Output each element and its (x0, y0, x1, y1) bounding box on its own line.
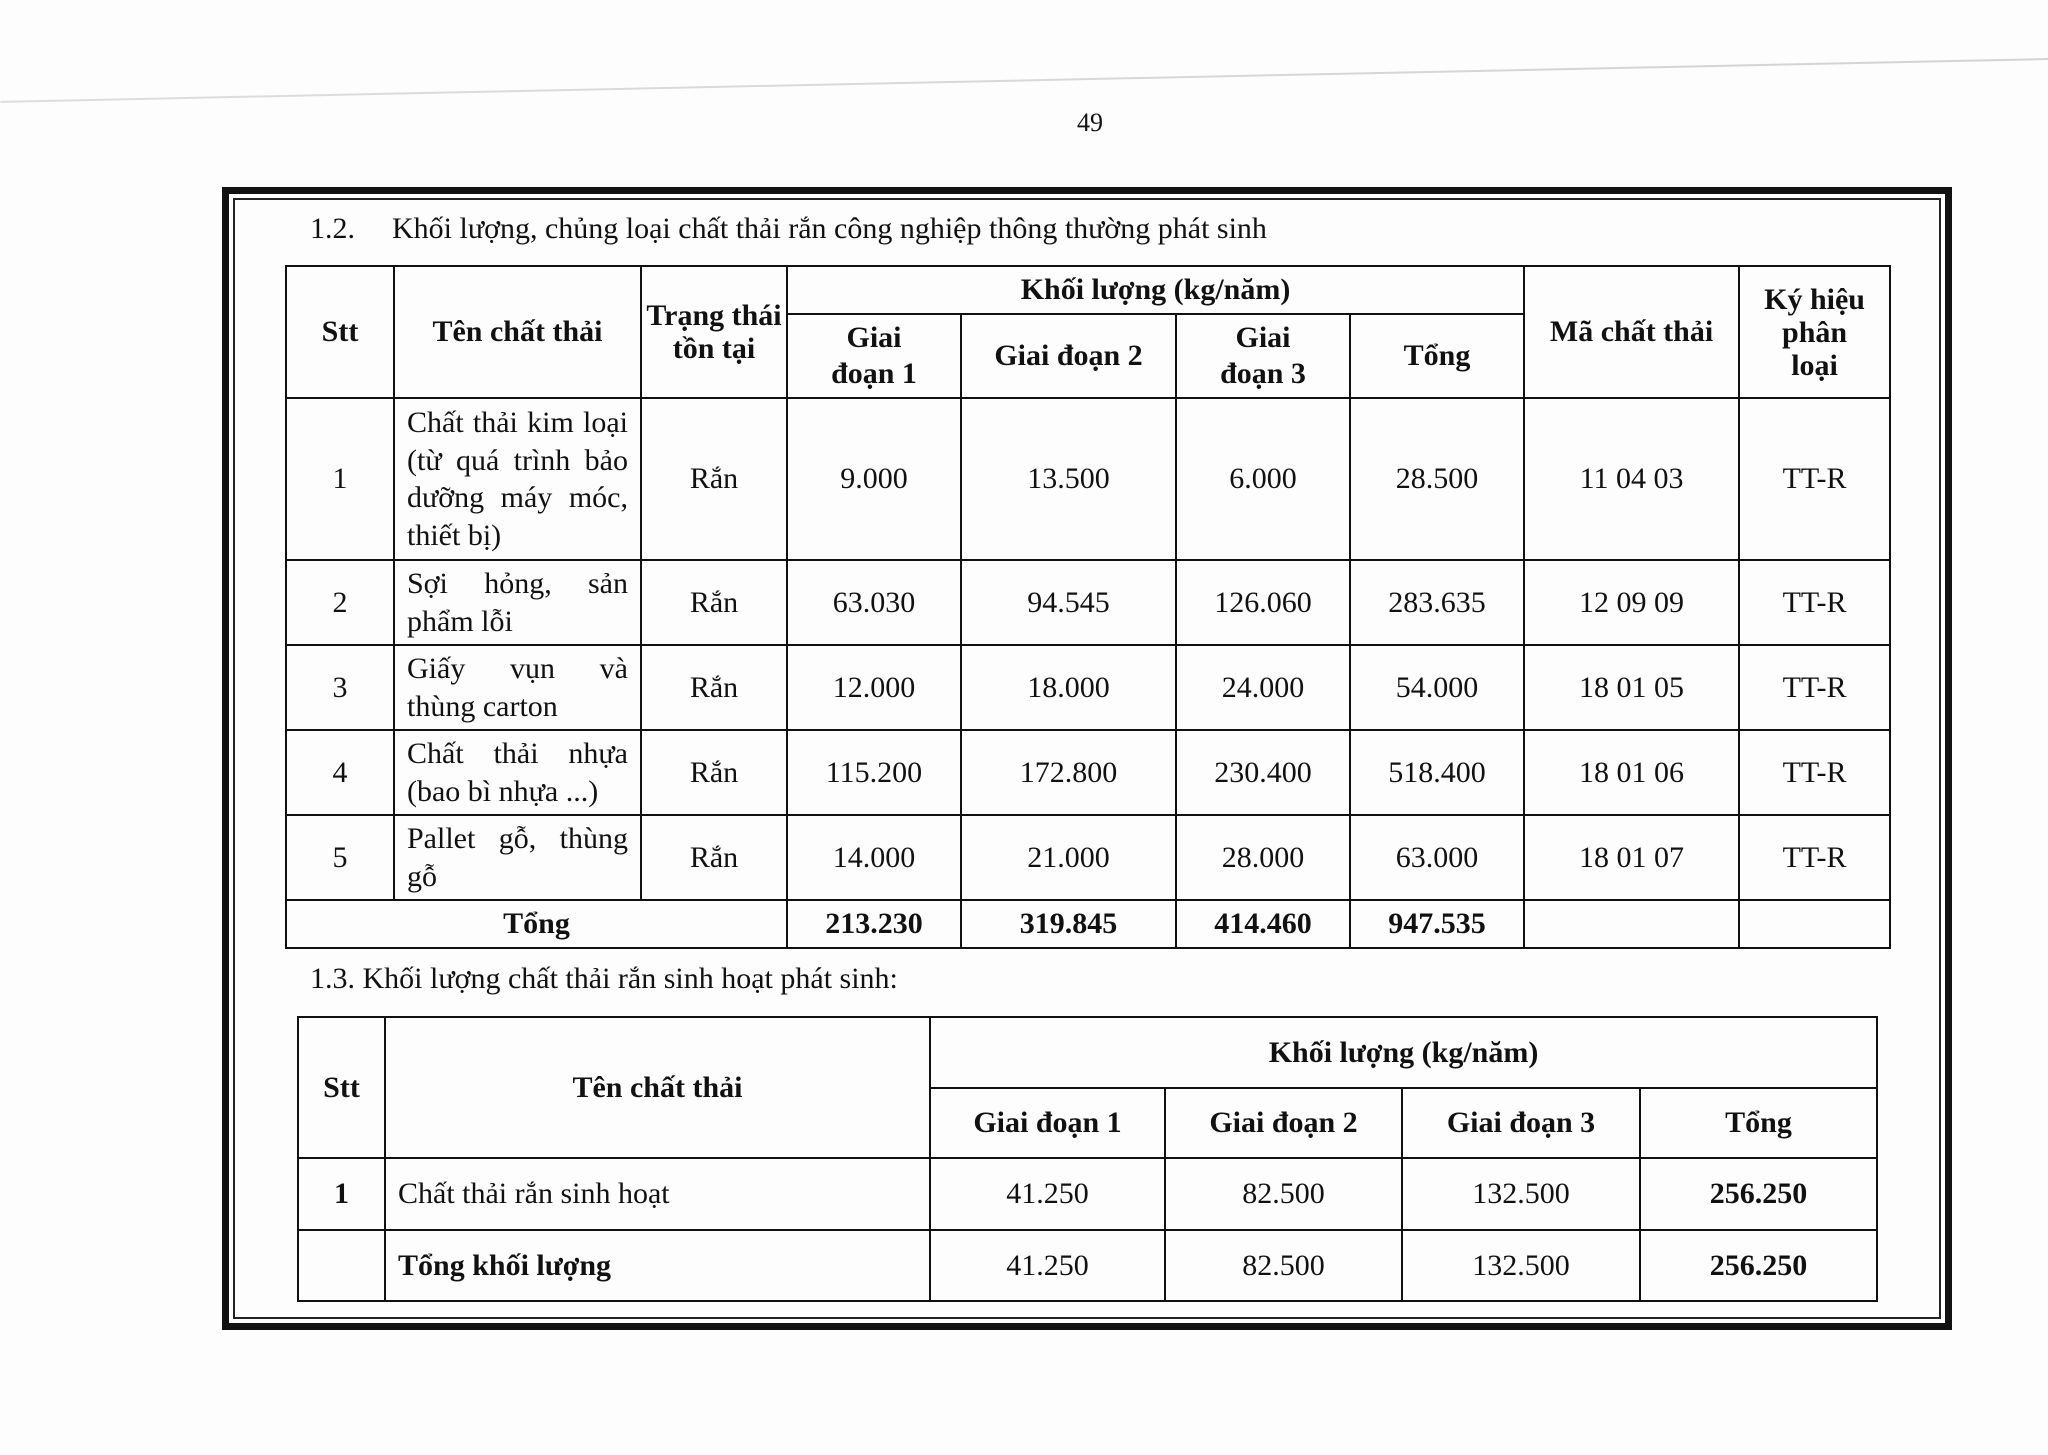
cell-phase2: 21.000 (961, 815, 1176, 900)
header-class: Ký hiệu phân loại (1739, 266, 1890, 398)
cell-phase1: 115.200 (787, 730, 961, 815)
cell-phase3: 24.000 (1176, 645, 1350, 730)
cell-stt: 1 (298, 1158, 385, 1230)
cell-phase1: 12.000 (787, 645, 961, 730)
cell-stt: 1 (286, 398, 394, 560)
header-total: Tổng (1640, 1088, 1877, 1158)
total-phase3: 414.460 (1176, 900, 1350, 948)
table-row (286, 560, 1890, 645)
cell-phase1: 41.250 (930, 1158, 1165, 1230)
page-number: 49 (1077, 108, 1103, 137)
header-phase3: Giai đoạn 3 (1176, 314, 1350, 398)
cell-name: Chất thải nhựa (bao bì nhựa ...) (394, 730, 641, 815)
cell-class: TT-R (1739, 815, 1890, 900)
cell-phase2: 94.545 (961, 560, 1176, 645)
section-1-2-text: Khối lượng, chủng loại chất thải rắn công nghiệp thông thường phát sinh (392, 212, 1267, 245)
cell-phase1: 63.030 (787, 560, 961, 645)
table-row (298, 1158, 1877, 1230)
cell-total: 63.000 (1350, 815, 1524, 900)
cell-phase3: 126.060 (1176, 560, 1350, 645)
total-code (1524, 900, 1739, 948)
total-phase3: 132.500 (1402, 1230, 1640, 1301)
cell-code: 12 09 09 (1524, 560, 1739, 645)
header-total: Tổng (1350, 314, 1524, 398)
cell-phase3: 28.000 (1176, 815, 1350, 900)
cell-stt: 3 (286, 645, 394, 730)
total-sum: 947.535 (1350, 900, 1524, 948)
cell-phase2: 13.500 (961, 398, 1176, 560)
table-row (286, 398, 1890, 560)
total-phase1: 213.230 (787, 900, 961, 948)
total-sum: 256.250 (1640, 1230, 1877, 1301)
cell-state: Rắn (641, 815, 787, 900)
table-row (286, 815, 1890, 900)
scan-artifact-line (0, 58, 2048, 103)
header-mass-group: Khối lượng (kg/năm) (930, 1017, 1877, 1088)
cell-phase2: 82.500 (1165, 1158, 1402, 1230)
cell-phase3: 230.400 (1176, 730, 1350, 815)
total-phase1: 41.250 (930, 1230, 1165, 1301)
section-1-2-number: 1.2. (310, 212, 355, 245)
cell-code: 11 04 03 (1524, 398, 1739, 560)
total-stt (298, 1230, 385, 1301)
industrial-waste-table (285, 265, 1891, 949)
cell-code: 18 01 05 (1524, 645, 1739, 730)
header-code: Mã chất thải (1524, 266, 1739, 398)
cell-code: 18 01 07 (1524, 815, 1739, 900)
header-phase3: Giai đoạn 3 (1402, 1088, 1640, 1158)
cell-class: TT-R (1739, 398, 1890, 560)
domestic-waste-table (297, 1016, 1878, 1302)
cell-stt: 2 (286, 560, 394, 645)
cell-phase1: 9.000 (787, 398, 961, 560)
section-1-2-title (310, 212, 1267, 246)
header-name: Tên chất thải (394, 266, 641, 398)
cell-code: 18 01 06 (1524, 730, 1739, 815)
cell-name: Chất thải kim loại (từ quá trình bảo dưỡng máy móc, thiết bị) (394, 398, 641, 560)
cell-phase3: 6.000 (1176, 398, 1350, 560)
cell-name: Sợi hỏng, sản phẩm lỗi (394, 560, 641, 645)
cell-total: 256.250 (1640, 1158, 1877, 1230)
header-phase1: Giai đoạn 1 (787, 314, 961, 398)
table-row (286, 645, 1890, 730)
header-state: Trạng thái tồn tại (641, 266, 787, 398)
cell-stt: 4 (286, 730, 394, 815)
cell-name: Giấy vụn và thùng carton (394, 645, 641, 730)
cell-phase2: 172.800 (961, 730, 1176, 815)
cell-class: TT-R (1739, 645, 1890, 730)
header-name: Tên chất thải (385, 1017, 930, 1158)
header-phase2: Giai đoạn 2 (1165, 1088, 1402, 1158)
cell-stt: 5 (286, 815, 394, 900)
cell-class: TT-R (1739, 730, 1890, 815)
cell-state: Rắn (641, 645, 787, 730)
header-stt: Stt (298, 1017, 385, 1158)
total-row (286, 900, 1890, 948)
total-row (298, 1230, 1877, 1301)
total-class (1739, 900, 1890, 948)
cell-phase2: 18.000 (961, 645, 1176, 730)
cell-total: 518.400 (1350, 730, 1524, 815)
total-label: Tổng (286, 900, 787, 948)
cell-phase1: 14.000 (787, 815, 961, 900)
cell-total: 54.000 (1350, 645, 1524, 730)
table-row (286, 730, 1890, 815)
cell-state: Rắn (641, 730, 787, 815)
total-phase2: 82.500 (1165, 1230, 1402, 1301)
cell-state: Rắn (641, 398, 787, 560)
total-label: Tổng khối lượng (385, 1230, 930, 1301)
header-stt: Stt (286, 266, 394, 398)
header-mass-group: Khối lượng (kg/năm) (787, 266, 1524, 314)
header-phase2: Giai đoạn 2 (961, 314, 1176, 398)
cell-class: TT-R (1739, 560, 1890, 645)
cell-phase3: 132.500 (1402, 1158, 1640, 1230)
total-phase2: 319.845 (961, 900, 1176, 948)
cell-total: 283.635 (1350, 560, 1524, 645)
cell-total: 28.500 (1350, 398, 1524, 560)
cell-name: Pallet gỗ, thùng gỗ (394, 815, 641, 900)
cell-state: Rắn (641, 560, 787, 645)
section-1-3-title: 1.3. Khối lượng chất thải rắn sinh hoạt phát sinh: (310, 962, 898, 995)
header-phase1: Giai đoạn 1 (930, 1088, 1165, 1158)
cell-name: Chất thải rắn sinh hoạt (385, 1158, 930, 1230)
